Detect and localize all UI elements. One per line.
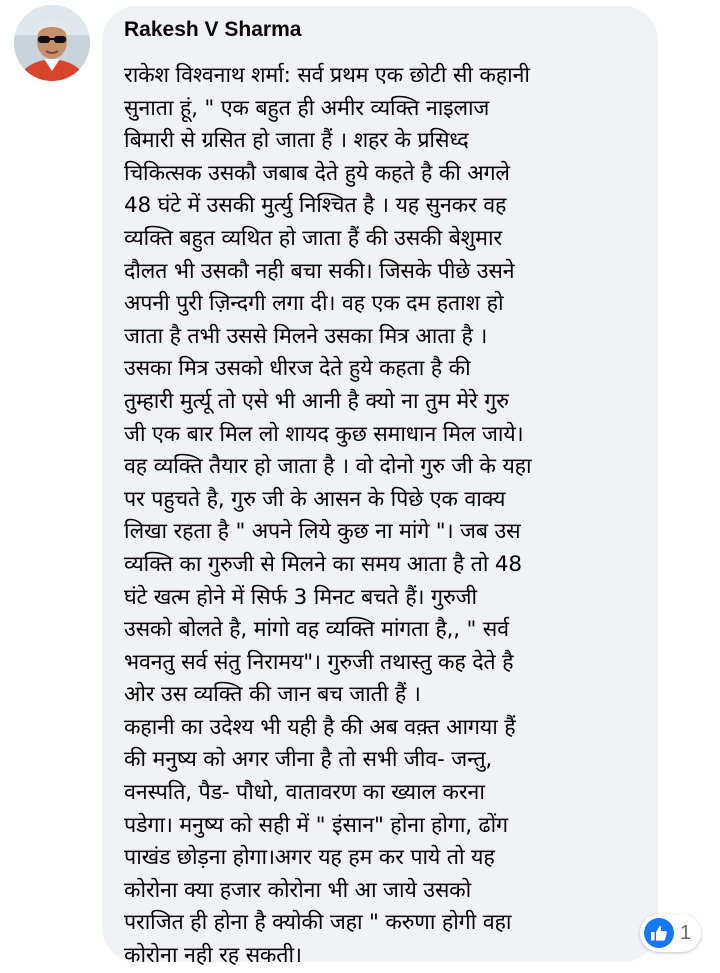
avatar[interactable] <box>14 5 90 81</box>
like-thumb-icon <box>644 918 674 948</box>
profile-photo-icon <box>14 5 90 81</box>
comment-author-name[interactable]: Rakesh V Sharma <box>124 18 302 41</box>
reaction-count: 1 <box>680 921 692 944</box>
reaction-summary[interactable] <box>640 914 701 952</box>
comment-bubble <box>102 6 658 969</box>
comment-text: राकेश विश्वनाथ शर्मा: सर्व प्रथम एक छोटी सी कहानी सुनाता हूं, " एक बहुत ही अमीर व्यक्ति नाइलाज बिमारी से ग्रसित हो जाता हैं । शहर के प्रसिध्द चिकित्सक उसकौ जबाब देते हुये कहते है की अगले 48 घंटे में उसकी मुर्त्यु निश्चित है । यह सुनकर वह व्यक्ति बहुत व्यथित हो जाता हैं की उसकी बेशुमार दौलत भी उसकौ नही बचा सकी। जिसके पीछे उसने अपनी पुरी ज़िन्दगी लगा दी। वह एक दम हताश हो जाता है तभी उससे मिलने उसका मित्र आता है । उसका मित्र उसको धीरज देते हुये कहता है की तुम्हारी मुर्त्यू तो एसे भी आनी है क्यो ना तुम मेरे गुरु जी एक बार मिल लो शायद कुछ समाधान मिल जाये। वह व्यक्ति तैयार हो जाता है । वो दोनो गुरु जी के यहा पर पहुचते है, गुरु जी के आसन के पिछे एक वाक्य लिखा रहता है " अपने लिये कुछ ना मांगे "। जब उस व्यक्ति का गुरुजी से मिलने का समय आता है तो 48 घंटे खत्म होने में सिर्फ 3 मिनट बचते हैं। गुरुजी उसको बोलते है, मांगो वह व्यक्ति मांगता है,, " सर्व भवनतु सर्व संतु निरामय"। गुरुजी तथास्तु कह देते है ओर उस व्यक्ति की जान बच जाती हैं । कहानी का उदेश्य भी यही है की अब वक़्त आगया हैं की मनुष्य को अगर जीना है तो सभी जीव- जन्तु, वनस्पति, पैड- पौधो, वातावरण का ख्याल करना पडेगा। मनुष्य को सही में " इंसान" होना होगा, ढोंग पाखंड छोड़ना होगा।अगर यह हम कर पाये तो यह कोरोना क्या हजार कोरोना भी आ जाये उसको पराजित ही होना है क्योकी जहा " करुणा होगी वहा कोरोना नही रह सकती। <box>124 63 532 969</box>
